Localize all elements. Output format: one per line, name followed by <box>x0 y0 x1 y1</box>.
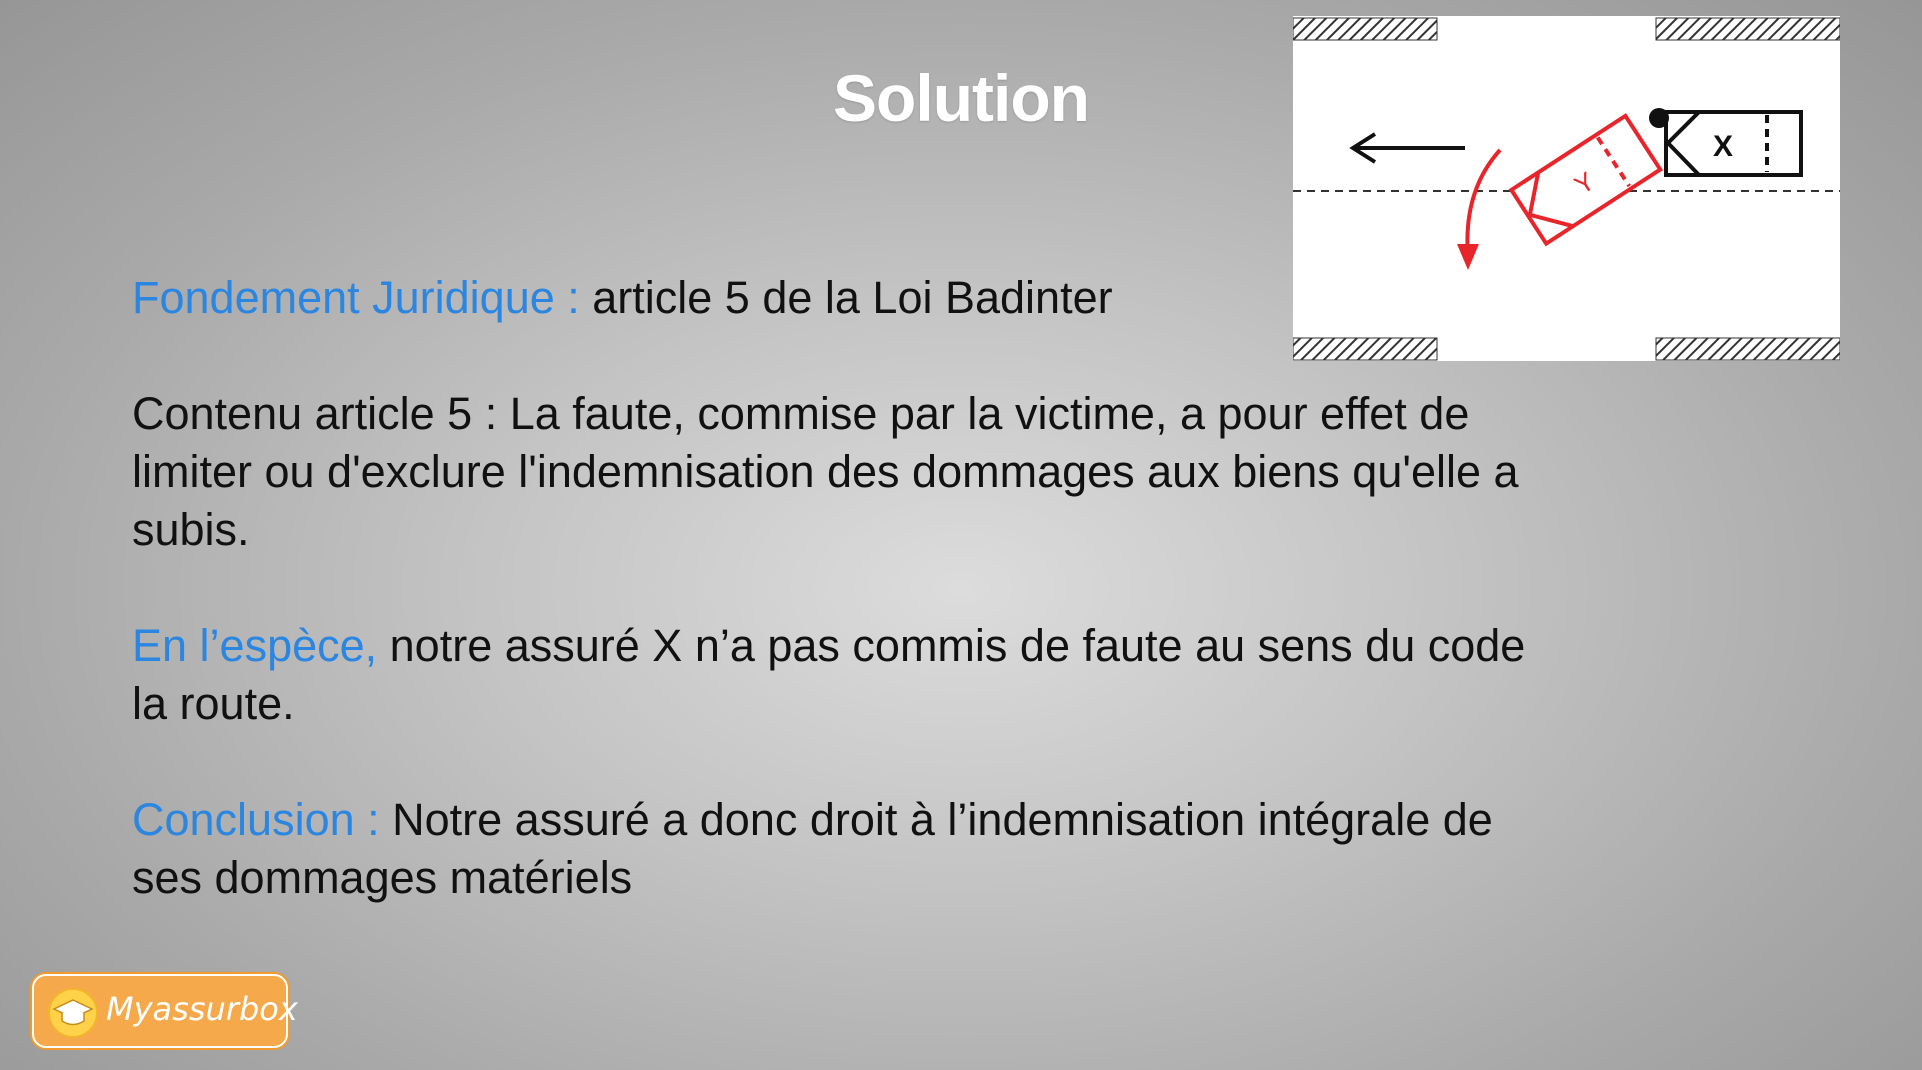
in-this-case-paragraph <box>132 617 1552 733</box>
vehicle-x <box>1666 112 1801 175</box>
vehicle-x-label: X <box>1712 130 1734 163</box>
conclusion-text: Notre assuré a donc droit à l’indemnisation intégrale de ses dommages matériels <box>132 794 1493 903</box>
accident-diagram <box>1293 16 1840 361</box>
legal-basis-label: Fondement Juridique : <box>132 272 580 323</box>
conclusion-label: Conclusion : <box>132 794 380 845</box>
curb-top-right <box>1656 18 1840 40</box>
curb-bottom-left <box>1293 338 1437 360</box>
brand-name: Myassurbox <box>106 990 298 1028</box>
curb-top-left <box>1293 18 1437 40</box>
conclusion-paragraph <box>132 791 1552 907</box>
vehicle-y-label: Y <box>1568 165 1600 201</box>
impact-point <box>1649 108 1669 128</box>
curb-bottom-right <box>1656 338 1840 360</box>
slide-title: Solution <box>833 61 1089 135</box>
legal-basis-text: article 5 de la Loi Badinter <box>579 272 1113 323</box>
graduation-cap-icon <box>48 988 98 1038</box>
article-content-paragraph: Contenu article 5 : La faute, commise par la victime, a pour effet de limiter ou d'exclure l'indemnisation des dommages aux biens qu'elle a subis. <box>132 388 1519 555</box>
in-this-case-text: notre assuré X n’a pas commis de faute au sens du code la route. <box>132 620 1526 729</box>
brand-logo <box>32 974 298 1048</box>
in-this-case-label: En l’espèce, <box>132 620 378 671</box>
